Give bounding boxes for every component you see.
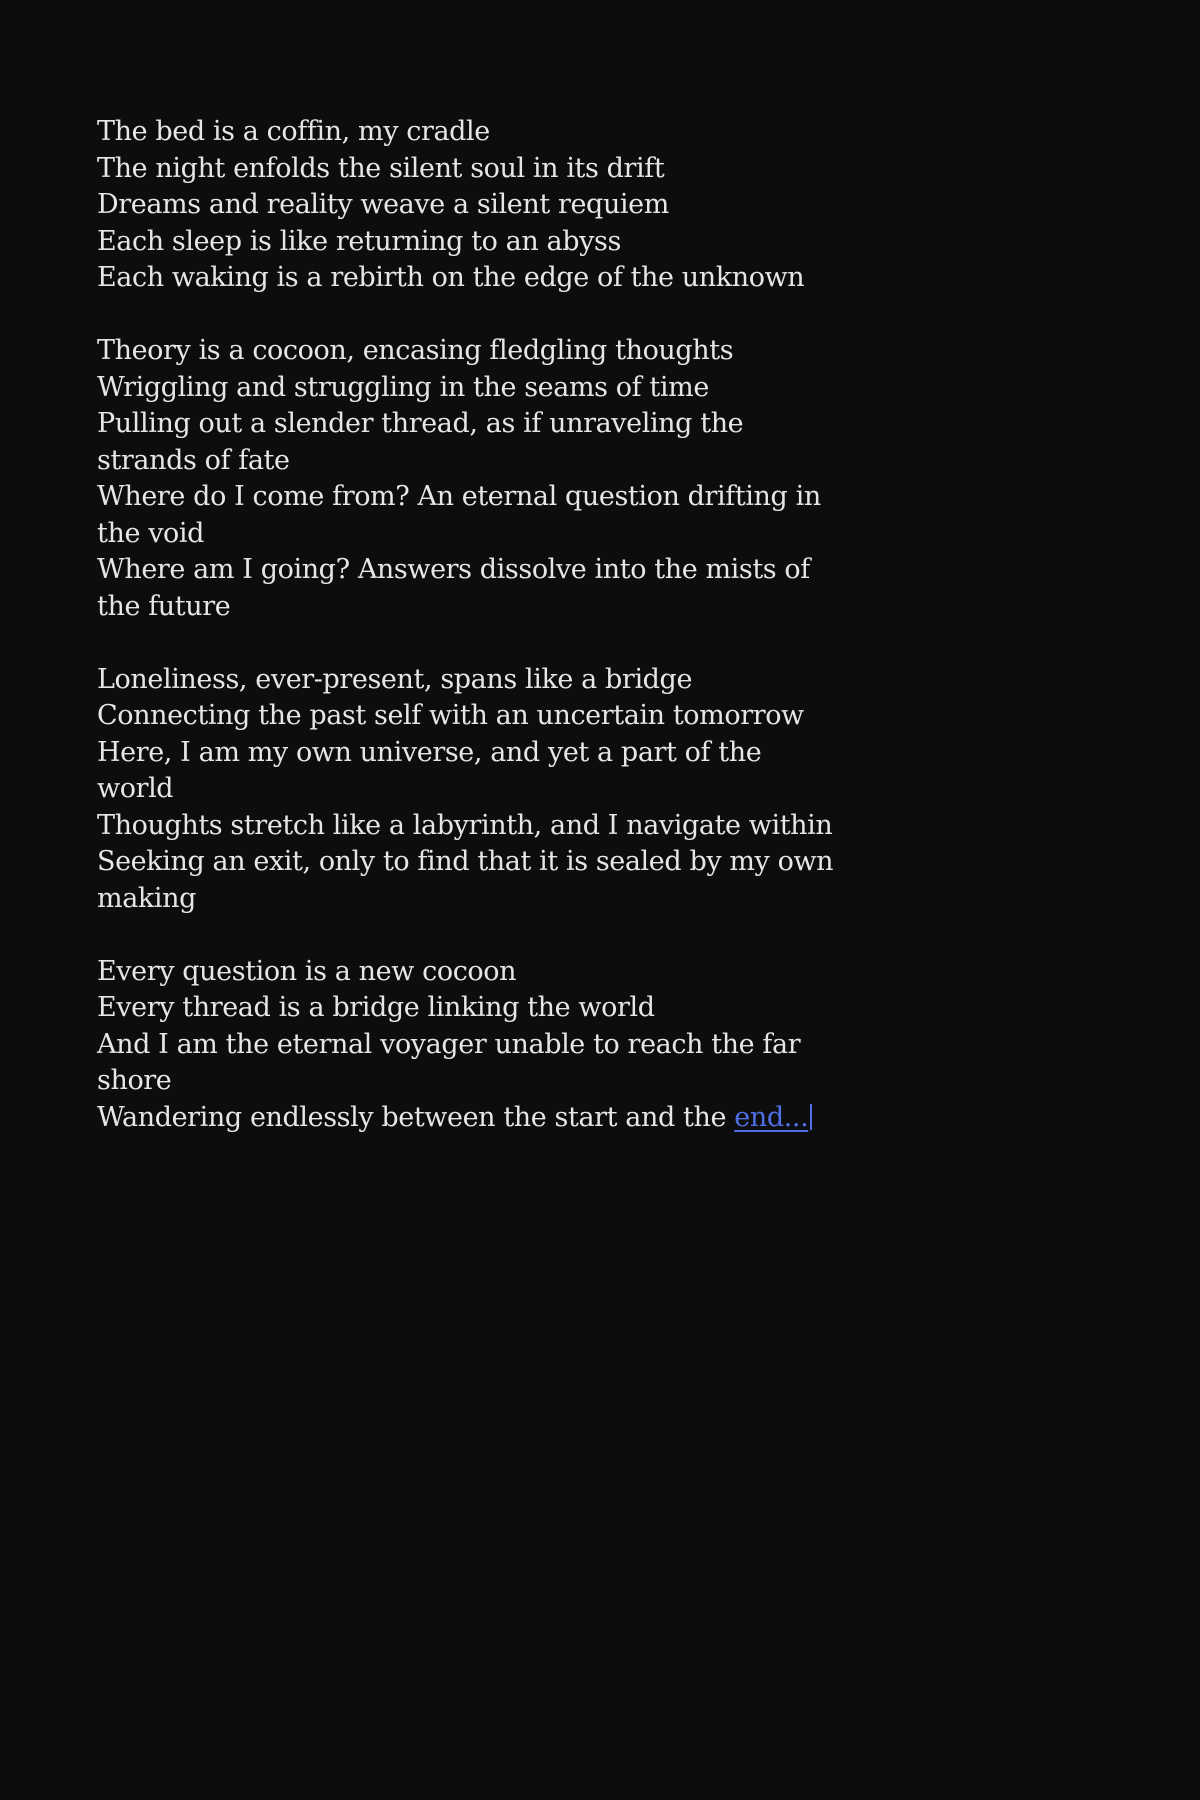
poem-line: Theory is a cocoon, encasing fledgling thoughts: [97, 335, 734, 366]
poem-line: Loneliness, ever-present, spans like a bridge: [97, 663, 693, 695]
poem-line: The night enfolds the silent soul in its drift: [97, 152, 665, 184]
poem-line: Where do I come from? An eternal question drifting in the void: [97, 481, 821, 549]
poem-line: Wriggling and struggling in the seams of time: [97, 371, 709, 403]
poem-line: Dreams and reality weave a silent requiem: [97, 189, 669, 220]
poem-line: Seeking an exit, only to find that it is sealed by my own making: [97, 846, 834, 914]
poem-line: Each sleep is like returning to an abyss: [97, 225, 621, 257]
poem-line: The bed is a coffin, my cradle: [97, 116, 490, 147]
poem-line: Thoughts stretch like a labyrinth, and I navigate within: [97, 809, 833, 841]
poem-line: Every question is a new cocoon: [97, 955, 517, 987]
poem-last-line-text: Wandering endlessly between the start and the: [97, 1101, 735, 1133]
poem-line: Every thread is a bridge linking the world: [97, 992, 655, 1023]
stanza-1: [97, 114, 837, 297]
text-cursor: [810, 1104, 812, 1130]
poem-line: Where am I going? Answers dissolve into the mists of the future: [97, 554, 810, 622]
poem-line: Each waking is a rebirth on the edge of the unknown: [97, 262, 805, 293]
poem-line: Connecting the past self with an uncertain tomorrow: [97, 700, 804, 731]
poem-line: And I am the eternal voyager unable to reach the far shore: [97, 1028, 801, 1096]
stanza-2: [97, 333, 837, 625]
poem-line: Here, I am my own universe, and yet a part of the world: [97, 736, 762, 804]
stanza-3: [97, 662, 837, 918]
stanza-4: [97, 954, 837, 1137]
poem-text: [97, 114, 837, 1136]
poem-line: Pulling out a slender thread, as if unraveling the strands of fate: [97, 408, 744, 476]
poem-last-line: [97, 1100, 837, 1137]
end-link[interactable]: end...: [734, 1101, 809, 1133]
